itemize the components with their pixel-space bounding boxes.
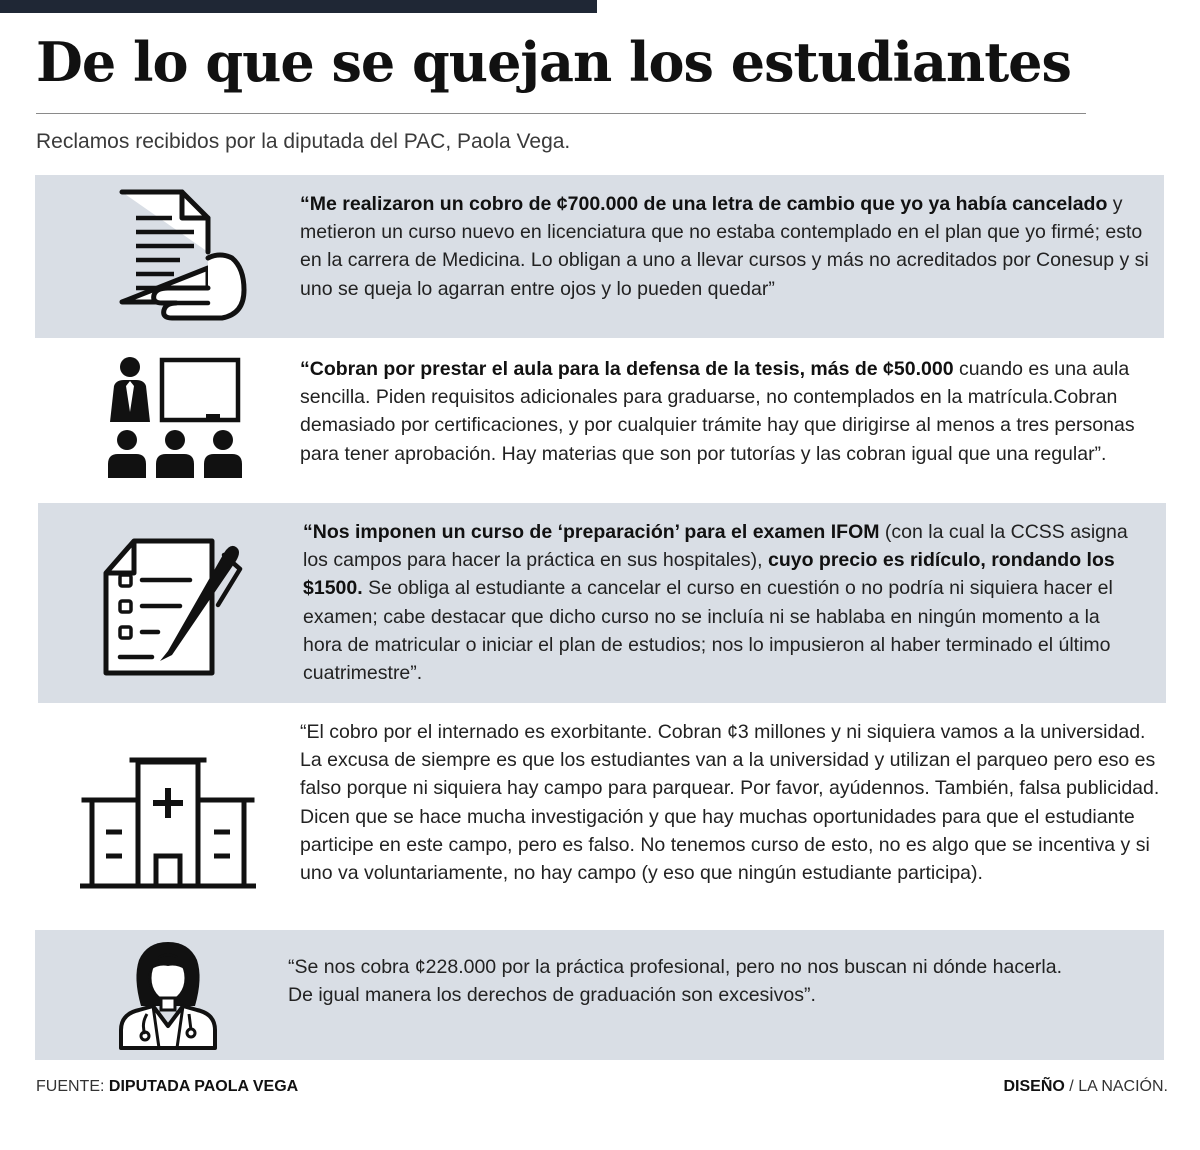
complaint-4-body: “El cobro por el internado es exorbitante. Cobran ¢3 millones y ni siquiera vamos a la universidad. La excusa de siempre es que los estudiantes van a la universidad y utilizan el parqueo pero eso es falso porque ni siquiera hay campo para parquear. Por favor, ayúdennos. También, falsa publicidad. Dicen que se hace mucha investigación y que hay muchas oportunidades para que el estudiante participe en este campo, pero es falso. No tenemos curso de esto, no es algo que se incentiva y si uno va voluntariamente, no hay campo (y eso que ningún estudiante participa). xyxy=(300,721,1160,885)
document-hand-icon xyxy=(112,188,252,328)
source-value: DIPUTADA PAOLA VEGA xyxy=(108,1078,299,1095)
complaint-3-highlight-b: cuyo precio es ridículo, rondando los $1500. xyxy=(303,549,1115,600)
complaint-1-body: y metieron un curso nuevo en licenciatura que no estaba contemplado en el plan que yo firmé; esto en la carrera de Medicina. Lo obligan a uno a llevar cursos y más no acreditados por Conesup y si uno se queja lo agarran entre ojos y lo pueden quedar” xyxy=(300,193,1149,300)
complaint-5-body: “Se nos cobra ¢228.000 por la práctica profesional, pero no nos buscan ni dónde hacerla. De igual manera los derechos de graduación son excesivos”. xyxy=(288,956,1063,1007)
complaint-2-body: cuando es una aula sencilla. Piden requisitos adicionales para graduarse, no contemplados en la matrícula.Cobran demasiado por certificaciones, y por cualquier trámite hay que dirigirse al menos a tres personas para tener aprobación. Hay materias que son por tutorías y las cobran igual que una regular”. xyxy=(300,358,1135,465)
complaint-3-highlight-a: “Nos imponen un curso de ‘preparación’ para el examen IFOM xyxy=(303,521,880,543)
hospital-icon xyxy=(80,752,256,894)
title-divider xyxy=(36,113,1086,114)
top-accent-bar xyxy=(0,0,597,13)
complaint-3-body-b: Se obliga al estudiante a cancelar el curso en cuestión o no podría ni siquiera hacer el examen; cabe destacar que dicho curso no se incluía ni se hablaba en ningún momento a la hora de matricular o iniciar el plan de estudios; nos lo impusieron al haber terminado el último cuatrimestre”. xyxy=(303,577,1113,685)
complaint-text-2 xyxy=(300,355,1160,468)
design-value: LA NACIÓN. xyxy=(1078,1078,1168,1095)
complaint-3-body-a: (con la cual la CCSS asigna los campos para hacer la práctica en sus hospitales), xyxy=(303,521,1128,572)
complaint-text-1 xyxy=(300,190,1160,303)
source-label: FUENTE: xyxy=(36,1078,109,1095)
doctor-icon xyxy=(117,938,219,1052)
design-separator: / xyxy=(1064,1078,1079,1095)
page-subtitle: Reclamos recibidos por la diputada del PAC, Paola Vega. xyxy=(36,130,571,153)
design-label: DISEÑO xyxy=(1003,1078,1065,1095)
design-credit xyxy=(1004,1078,1169,1096)
complaint-2-highlight: “Cobran por prestar el aula para la defensa de la tesis, más de ¢50.000 xyxy=(300,358,954,380)
complaint-text-4 xyxy=(300,718,1160,887)
complaint-1-highlight: “Me realizaron un cobro de ¢700.000 de una letra de cambio que yo ya había cancelado xyxy=(300,193,1108,215)
source-credit xyxy=(36,1078,298,1096)
complaint-text-3 xyxy=(303,518,1133,687)
complaint-text-5 xyxy=(288,953,1088,1009)
classroom-icon xyxy=(104,356,246,480)
page-title: De lo que se quejan los estudiantes xyxy=(36,30,1071,94)
checklist-pen-icon xyxy=(100,533,250,679)
